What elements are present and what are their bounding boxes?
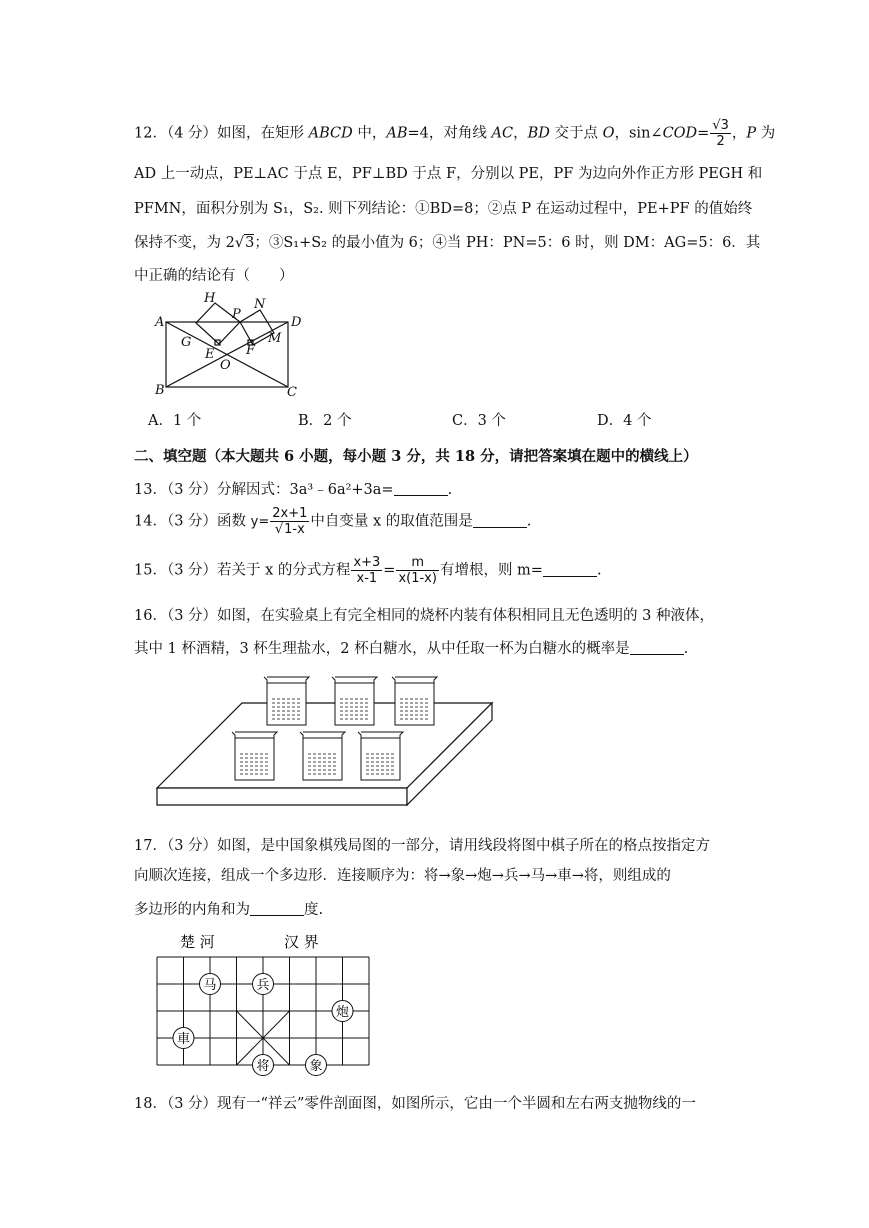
sqrt3-over-2: $\frac{√3}{2}$ [712,118,729,149]
q17-line-1: 17．（3 分）如图，是中国象棋残局图的一部分，请用线段将图中棋子所在的格点按指定方 [134,838,711,854]
q13-answer-blank[interactable] [394,481,448,496]
q14-fraction: $\frac{2x+1}{√1-x}$ [272,506,308,537]
q15-answer-blank[interactable] [543,562,597,577]
label-h: H [204,291,216,306]
q12-option-a[interactable]: A．1 个 [148,413,202,429]
q12-line-3: PFMN，面积分别为 S₁，S₂. 则下列结论：①BD=8；②点 P 在运动过程中，PE+PF 的值始终 [134,201,753,217]
table-front [157,788,407,805]
beaker [392,677,437,725]
piece-xiang-label: 象 [309,1059,323,1074]
label-b: B [155,383,165,398]
piece-jiang-label: 将 [256,1059,270,1074]
beaker [358,732,403,780]
piece-che-label: 車 [176,1032,191,1047]
beaker [264,677,309,725]
label-m: M [268,331,282,346]
q12-line-5: 中正确的结论有（ ） [134,268,294,284]
q15: 15．（3 分）若关于 x 的分式方程 $\frac{x+3}{x-1}$ = $\frac{m}{x(1-x)}$ 有增根，则 m= . [134,555,602,586]
piece-che [173,1028,194,1049]
beaker [232,732,277,780]
river-label-right: 汉 界 [284,933,319,951]
q17-chessboard-figure [152,927,382,1079]
label-f: F [246,343,256,358]
q12-rectangle-figure [152,290,312,400]
q12-line-4: 保持不变，为 2√3；③S₁+S₂ 的最小值为 6；④当 PH：PN=5：6 时，则 DM：AG=5：6．其 [134,235,761,251]
label-n: N [254,297,266,312]
beaker [300,732,345,780]
q12-option-d[interactable]: D．4 个 [597,413,652,429]
label-c: C [287,385,297,400]
q15-fraction-right: $\frac{m}{x(1-x)}$ [398,555,437,586]
label-p: P [232,307,241,322]
q18-line-1: 18．（3 分）现有一“祥云”零件剖面图，如图所示，它由一个半圆和左右两支抛物线的一 [134,1096,696,1112]
q12-line-1: 12．（4 分）如图，在矩形 ABCD 中，AB=4，对角线 AC，BD 交于点 O，sin∠COD= $\frac{√3}{2}$ ，P 为 [134,118,776,149]
piece-bing-label: 兵 [256,978,270,993]
label-o: O [220,358,231,373]
q17-answer-blank[interactable] [250,901,304,916]
q16-lab-table-figure [152,665,502,815]
label-e: E [205,347,215,362]
piece-ma [200,974,221,995]
q17-line-2: 向顺次连接，组成一个多边形．连接顺序为：将→象→炮→兵→马→車→将，则组成的 [134,868,671,884]
q13: 13．（3 分）分解因式：3a³﹣6a²+3a= . [134,482,453,498]
label-d: D [291,315,302,330]
q14: 14．（3 分）函数 y= $\frac{2x+1}{√1-x}$ 中自变量 x 的取值范围是 . [134,506,532,537]
piece-pao-label: 炮 [335,1005,350,1020]
q15-fraction-left: $\frac{x+3}{x-1}$ [353,555,381,586]
q16-line-2: 其中 1 杯酒精，3 杯生理盐水，2 杯白糖水，从中任取一杯为白糖水的概率是 . [134,641,689,657]
label-a: A [155,315,165,330]
piece-pao [332,1001,353,1022]
q16-answer-blank[interactable] [630,640,684,655]
q12-option-c[interactable]: C．3 个 [452,413,506,429]
q12-line-2: AD 上一动点，PE⊥AC 于点 E，PF⊥BD 于点 F，分别以 PE，PF 为边向外作正方形 PEGH 和 [134,166,763,182]
label-g: G [181,335,192,350]
q14-answer-blank[interactable] [473,513,527,528]
piece-bing [253,974,274,995]
section-2-header: 二、填空题（本大题共 6 小题，每小题 3 分，共 18 分，请把答案填在题中的横线上） [134,448,698,465]
piece-jiang [253,1055,274,1076]
beaker [332,677,377,725]
q16-line-1: 16．（3 分）如图，在实验桌上有完全相同的烧杯内装有体积相同且无色透明的 3 种液体， [134,608,714,624]
piece-xiang [306,1055,327,1076]
q12-option-b[interactable]: B．2 个 [298,413,352,429]
q17-line-3: 多边形的内角和为 度. [134,902,324,918]
piece-ma-label: 马 [203,978,217,993]
river-label-left: 楚 河 [180,933,215,951]
